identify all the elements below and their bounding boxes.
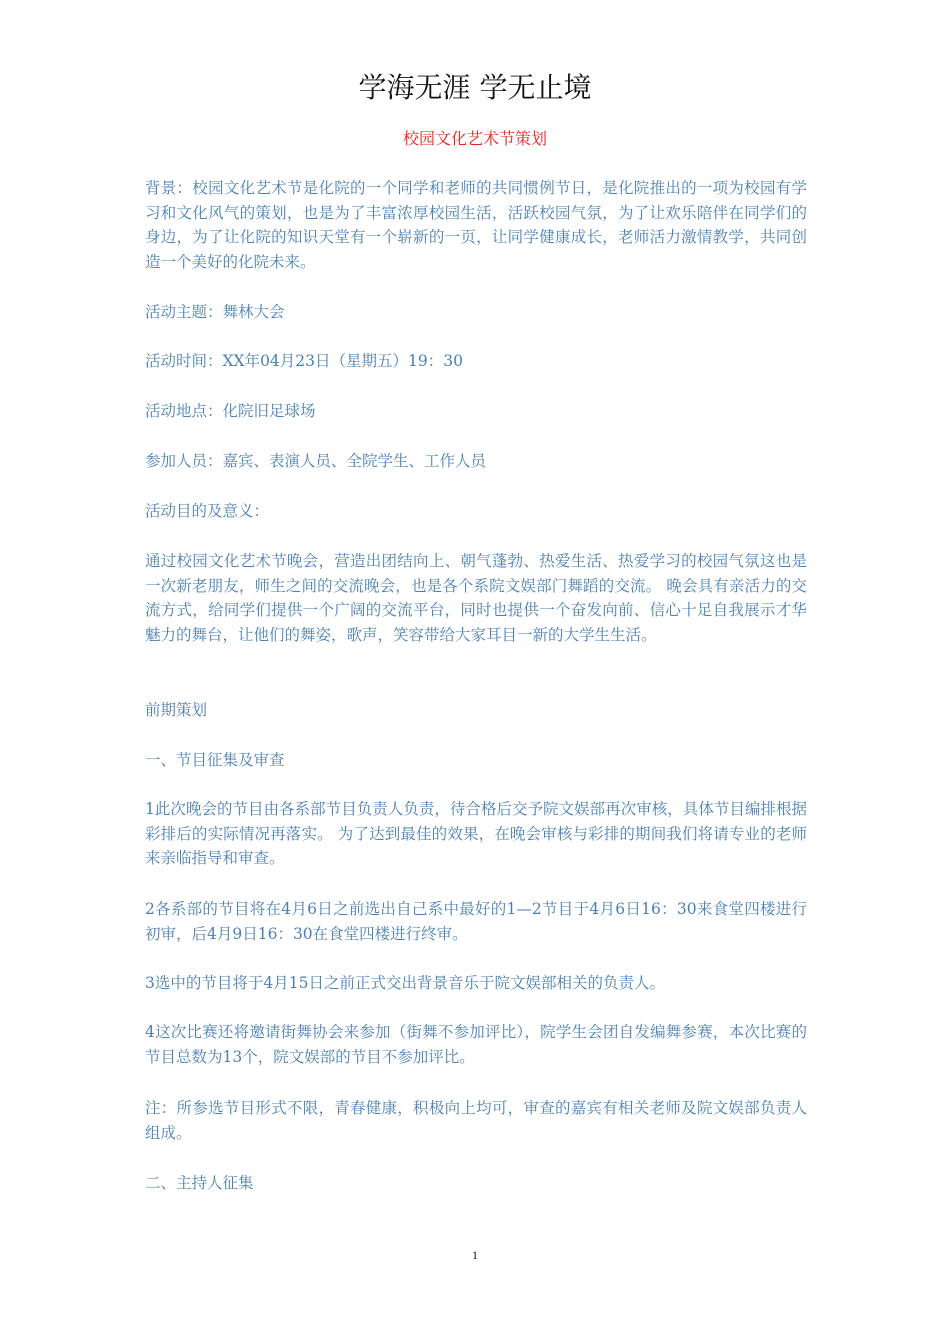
section2-heading-line bbox=[145, 1171, 807, 1196]
item4-paragraph bbox=[145, 1020, 807, 1069]
purpose-heading-line bbox=[145, 499, 807, 524]
page-header-title: 学海无涯 学无止境 bbox=[358, 71, 592, 104]
paragraph-purpose: 通过校园文化艺术节晚会，营造出团结向上、朝气蓬勃、热爱生活、热爱学习的校园气氛这也是一次新老朋友，师生之间的交流晚会，也是各个系院文娱部门舞蹈的交流。 晚会具有亲活力的交流方式，给同学们提供一个广阔的交流平台，同时也提供一个奋发向前、信心十足自我展示才华魅力的舞台，让他们的舞姿，歌声，笑容带给大家耳目一新的大学生生活。 bbox=[145, 552, 807, 644]
note-paragraph bbox=[145, 1096, 807, 1145]
paragraph-section2-heading: 二、主持人征集 bbox=[145, 1174, 254, 1192]
item1-paragraph bbox=[145, 797, 807, 871]
paragraph-planning-heading: 前期策划 bbox=[145, 701, 208, 719]
location-line bbox=[145, 399, 807, 424]
paragraph-background: 背景：校园文化艺术节是化院的一个同学和老师的共同惯例节日，是化院推出的一项为校园有学习和文化风气的策划，也是为了丰富浓厚校园生活，活跃校园气氛，为了让欢乐陪伴在同学们的身边，为了让化院的知识天堂有一个崭新的一页，让同学健康成长，老师活力激情教学，共同创造一个美好的化院未来。 bbox=[145, 179, 807, 271]
paragraph-location: 活动地点：化院旧足球场 bbox=[145, 402, 316, 420]
paragraph-participants: 参加人员：嘉宾、表演人员、全院学生、工作人员 bbox=[145, 452, 487, 470]
theme-line bbox=[145, 300, 807, 325]
paragraph-item4: 4这次比赛还将邀请街舞协会来参加（街舞不参加评比），院学生会团自发编舞参赛，本次比赛的节目总数为13个，院文娱部的节目不参加评比。 bbox=[145, 1023, 807, 1066]
document-title: 校园文化艺术节策划 bbox=[402, 129, 547, 148]
paragraph-purpose-heading: 活动目的及意义： bbox=[145, 502, 270, 520]
paragraph-theme: 活动主题：舞林大会 bbox=[145, 303, 285, 321]
background-paragraph bbox=[145, 176, 807, 274]
page-number: 1 bbox=[472, 1248, 478, 1262]
purpose-paragraph bbox=[145, 549, 807, 647]
paragraph-item1: 1此次晚会的节目由各系部节目负责人负责，待合格后交予院文娱部再次审核，具体节目编排根据彩排后的实际情况再落实。 为了达到最佳的效果，在晚会审核与彩排的期间我们将请专业的老师来亲临指导和审查。 bbox=[145, 800, 807, 867]
paragraph-item2: 2各系部的节目将在4月6日之前选出自己系中最好的1—2节目于4月6日16：30来食堂四楼进行初审，后4月9日16：30在食堂四楼进行终审。 bbox=[145, 900, 807, 943]
paragraph-time: 活动时间：XX年04月23日（星期五）19：30 bbox=[145, 352, 463, 370]
section1-heading-line bbox=[145, 748, 807, 773]
planning-heading-line bbox=[145, 698, 807, 723]
time-line bbox=[145, 349, 807, 374]
paragraph-note: 注：所参选节目形式不限，青春健康，积极向上均可，审查的嘉宾有相关老师及院文娱部负责人组成。 bbox=[145, 1099, 807, 1142]
item2-paragraph bbox=[145, 897, 807, 946]
item3-paragraph bbox=[145, 971, 807, 996]
paragraph-section1-heading: 一、节目征集及审查 bbox=[145, 751, 285, 769]
participants-line bbox=[145, 449, 807, 474]
paragraph-item3: 3选中的节目将于4月15日之前正式交出背景音乐于院文娱部相关的负责人。 bbox=[145, 974, 665, 992]
